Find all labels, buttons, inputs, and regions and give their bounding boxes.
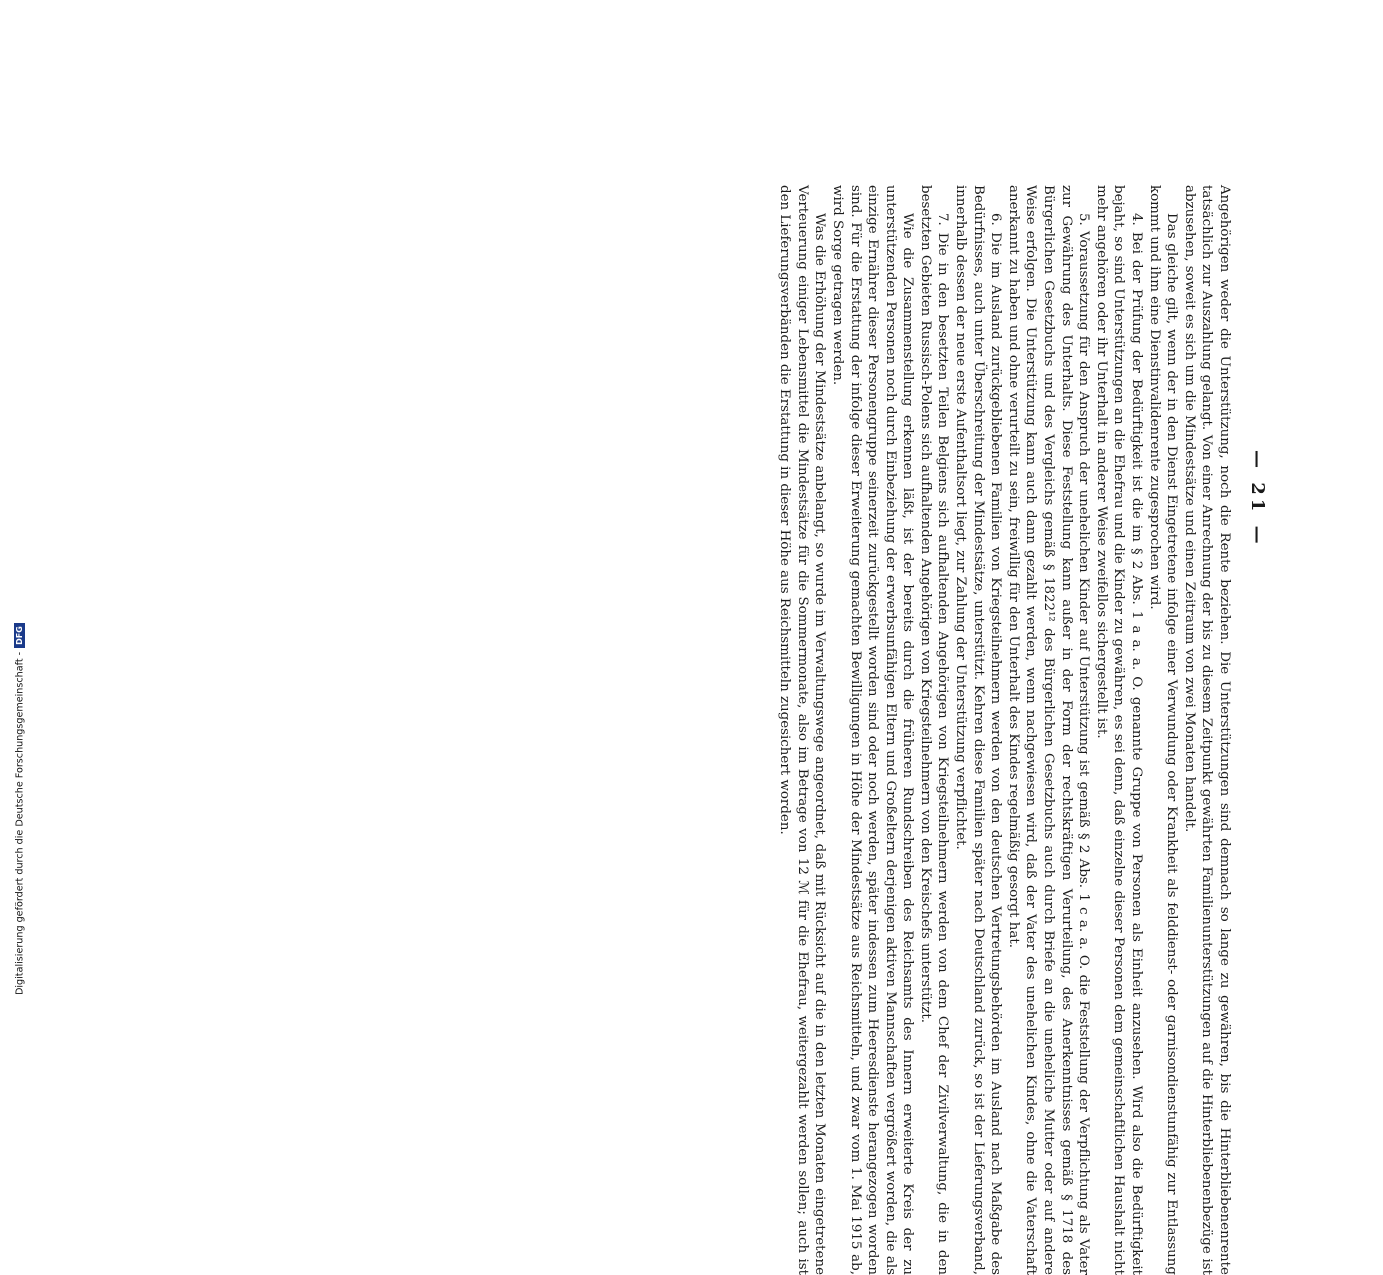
dfg-logo: DFG [14,623,25,648]
paragraph: Wie die Zusammenstellung erkennen läßt, ist der bereits durch die früheren Rundschreiben des Reichsamts des Innern erweiterte Kreis der zu unterstützenden Personen noch durch Einbeziehung der erwerbsunfähigen Eltern und Großeltern derjenigen aktiven Mannschaften vergrößert worden, die als einzige Ernährer dieser Personengruppe seinerzeit zurückgestellt worden sind oder noch werden, später indessen zum Heeresdienste herangezogen worden sind. Für die Erstattung der infolge dieser Erweiterung gemachten Bewilligungen in Höhe der Mindestsätze aus Reichsmitteln, und zwar vom 1. Mai 1915 ab, wird Sorge getragen werden. [829,185,916,1275]
page-number: — 21 — [1247,450,1268,548]
paragraph: 6. Die im Ausland zurückgebliebenen Familien von Kriegsteilnehmern werden von den deutschen Vertretungsbehörden im Ausland nach Maßgabe des Bedürfnisses, auch unter Überschreitung der Mindestsätze, unterstützt. Kehren diese Familien später nach Deutschland zurück, so ist der Lieferungsverband, innerhalb dessen der neue erste Aufenthaltsort liegt, zur Zahlung der Unterstützung verpflichtet. [953,185,1004,1275]
paragraph: 7. Die in den besetzten Teilen Belgiens sich aufhaltenden Angehörigen von Kriegsteilnehmern werden von dem Chef der Zivilverwaltung, die in den besetzten Gebieten Russisch-Polens sich aufhaltenden Angehörigen von Kriegsteilnehmern von den Kreischefs unterstützt. [917,185,951,1275]
body-text [776,185,1233,1275]
paragraph: 4. Bei der Prüfung der Bedürftigkeit ist die im § 2 Abs. 1 a a. a. O. genannte Gruppe von Personen als Einheit anzusehen. Wird also die Bedürftigkeit bejaht, so sind Unterstützungen an die Ehefrau und die Kinder zu gewähren, es sei denn, daß einzelne dieser Personen dem gemeinschaftlichen Haushalt nicht mehr angehören oder ihr Unterhalt in anderer Weise zweifellos sichergestellt ist. [1093,185,1145,1275]
paragraph: Was die Erhöhung der Mindestsätze anbelangt, so wurde im Verwaltungswege angeordnet, daß mit Rücksicht auf die in den letzten Monaten eingetretene Verteuerung einiger Lebensmittel die Mindestsätze für die Sommermonate, also im Betrage von 12 ℳ für die Ehefrau, weitergezahlt werden sollen; auch ist den Lieferungsverbänden die Erstattung in dieser Höhe aus Reichsmitteln zugesichert worden. [777,185,828,1275]
paragraph: Angehörigen weder die Unterstützung, noch die Rente beziehen. Die Unterstützungen sind demnach so lange zu gewähren, bis die Hinterbliebenenrente tatsächlich zur Auszahlung gelangt. Von einer Anrechnung der bis zu diesem Zeitpunkt gewährten Familienunterstützungen auf die Hinterbliebenenbezüge ist abzusehen, soweit es sich um die Mindestsätze und einen Zeitraum von zwei Monaten handelt. [1181,185,1232,1275]
credit-text: Digitalisierung gefördert durch die Deutsche Forschungsgemeinschaft - [14,651,26,995]
paragraph: 5. Voraussetzung für den Anspruch der unehelichen Kinder auf Unterstützung ist gemäß § 2 Abs. 1 c a. a. O. die Feststellung der Verpflichtung als Vater zur Gewährung des Unterhalts. Diese Feststellung kann außer in der Form der rechtskräftigen Verurteilung, des Anerkenntnisses gemäß § 1718 des Bürgerlichen Gesetzbuchs und des Vergleichs gemäß § 1822¹² des Bürgerlichen Gesetzbuchs auch durch Briefe an die uneheliche Mutter oder auf andere Weise erfolgen. Die Unterstützung kann auch dann gezahlt werden, wenn nachgewiesen wird, daß der Vater des unehelichen Kindes, ohne die Vaterschaft anerkannt zu haben und ohne verurteilt zu sein, freiwillig für den Unterhalt des Kindes regelmäßig gesorgt hat. [1005,185,1092,1275]
digitization-credit [14,623,26,995]
paragraph: Das gleiche gilt, wenn der in den Dienst Eingetretene infolge einer Verwundung oder Krankheit als felddienst- oder garnisondienstunfähig zur Entlassung kommt und ihm eine Dienstinvalidenrente zugesprochen wird. [1146,185,1180,1275]
